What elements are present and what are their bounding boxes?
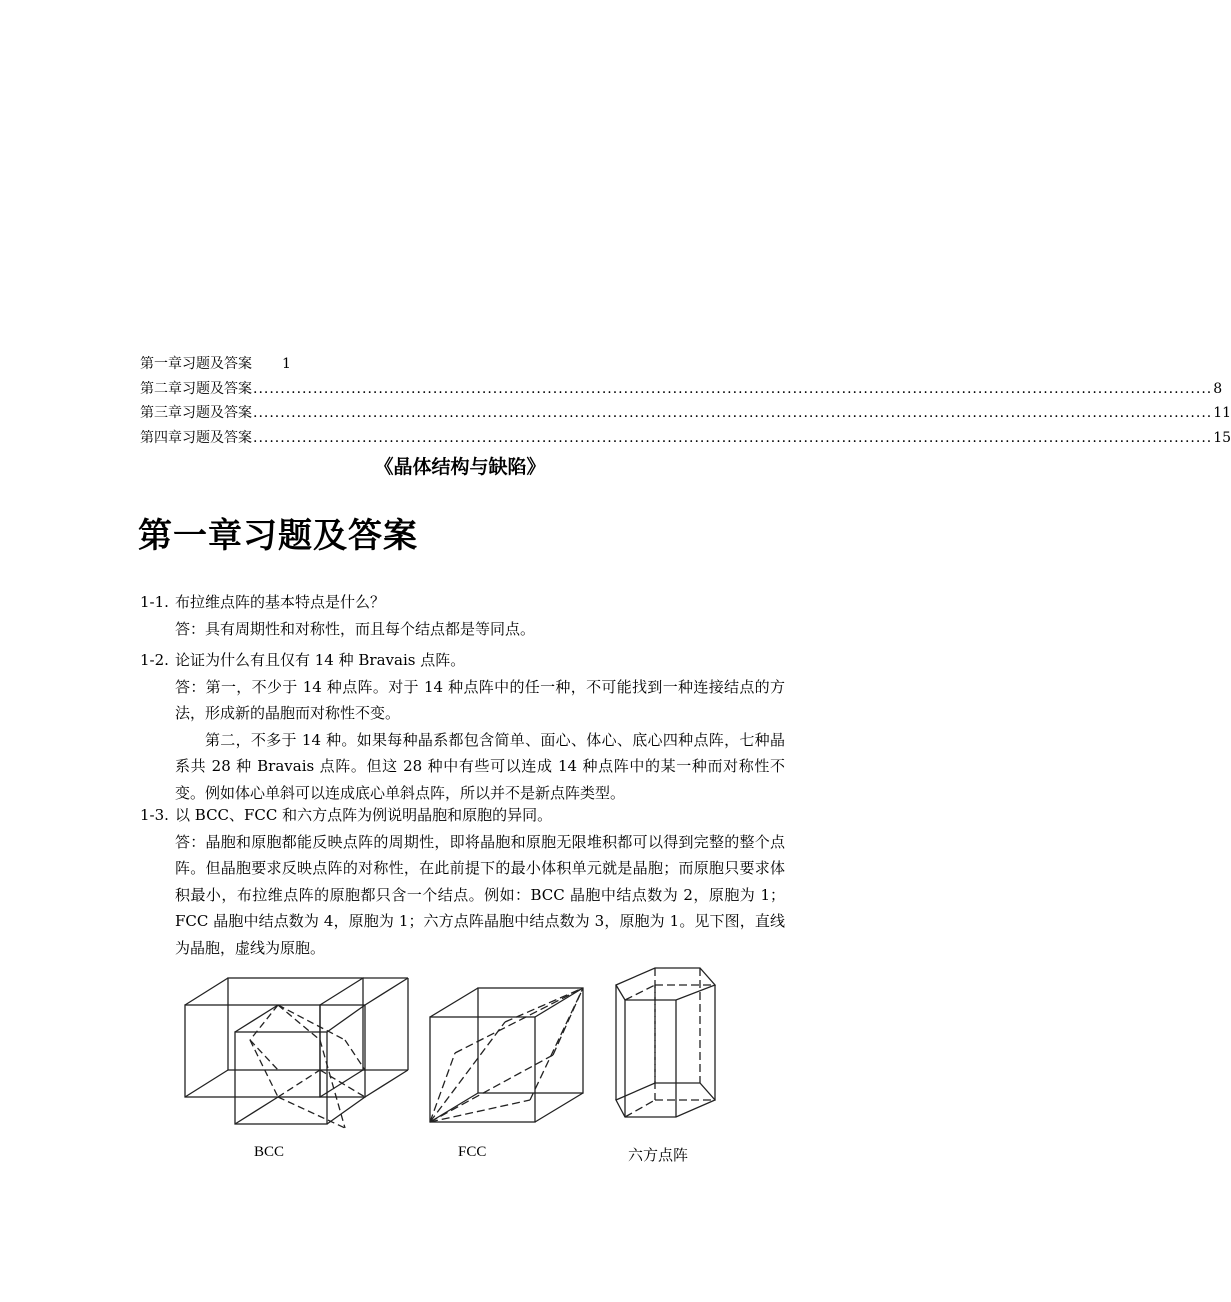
toc-entry-2[interactable]	[140, 377, 1223, 402]
toc-label: 第一章习题及答案	[140, 356, 252, 372]
toc-page: 8	[1213, 380, 1223, 397]
question-1-3	[140, 802, 785, 961]
question-text: 以 BCC、FCC 和六方点阵为例说明晶胞和原胞的异同。	[175, 806, 553, 824]
toc-entry-1[interactable]	[140, 352, 780, 377]
answer	[140, 616, 785, 643]
question-number: 1-1.	[140, 593, 169, 611]
caption-fcc: FCC	[458, 1144, 487, 1160]
answer	[140, 829, 785, 962]
unit-cell-figure	[180, 960, 740, 1135]
fcc-diagram	[430, 988, 583, 1122]
toc-entry-4[interactable]	[140, 426, 1231, 451]
toc-leader: ................................................................................................................................................................................	[253, 429, 1213, 446]
question-1-2	[140, 647, 785, 806]
toc-label: 第二章习题及答案	[140, 380, 252, 397]
question-number: 1-3.	[140, 806, 169, 824]
toc-entry-3[interactable]	[140, 401, 1231, 426]
chapter-title: 第一章习题及答案	[138, 516, 418, 556]
answer	[140, 674, 785, 807]
toc-leader: ................................................................................................................................................................................	[253, 380, 1213, 397]
table-of-contents	[140, 352, 1231, 450]
toc-leader: ................................................................................................................................................................................	[253, 405, 1213, 421]
book-title: 《晶体结构与缺陷》	[374, 456, 546, 478]
toc-label: 第三章习题及答案	[140, 405, 252, 421]
question-text: 论证为什么有且仅有 14 种 Bravais 点阵。	[175, 651, 466, 669]
question-1-1	[140, 589, 785, 642]
answer-paragraph: 答：晶胞和原胞都能反映点阵的周期性，即将晶胞和原胞无限堆积都可以得到完整的整个点阵。但晶胞要求反映点阵的对称性，在此前提下的最小体积单元就是晶胞；而原胞只要求体积最小，布拉维点阵的原胞都只含一个结点。例如：BCC 晶胞中结点数为 2，原胞为 1；FCC 晶胞中结点数为 4，原胞为 1；六方点阵晶胞中结点数为 3，原胞为 1。见下图，直线为晶胞，虚线为原胞。	[175, 832, 785, 957]
caption-bcc: BCC	[254, 1144, 285, 1160]
caption-hex: 六方点阵	[628, 1148, 689, 1164]
toc-label: 第四章习题及答案	[140, 429, 252, 446]
answer-paragraph: 答：具有周期性和对称性，而且每个结点都是等同点。	[175, 619, 536, 638]
answer-paragraph: 第二，不多于 14 种。如果每种晶系都包含简单、面心、体心、底心四种点阵，七种晶系共 28 种 Bravais 点阵。但这 28 种中有些可以连成 14 种点阵中的某一种而对称性不变。例如体心单斜可以连成底心单斜点阵，所以并不是新点阵类型。	[175, 730, 785, 802]
question-text: 布拉维点阵的基本特点是什么？	[175, 593, 386, 611]
hexagonal-diagram	[616, 968, 715, 1117]
toc-page: 11	[1213, 405, 1231, 421]
bcc-diagram	[185, 978, 408, 1128]
answer-paragraph: 答：第一，不少于 14 种点阵。对于 14 种点阵中的任一种，不可能找到一种连接结点的方法，形成新的晶胞而对称性不变。	[175, 677, 785, 722]
question-number: 1-2.	[140, 651, 169, 669]
toc-page: 15	[1213, 429, 1231, 446]
toc-page: 1	[282, 356, 291, 372]
